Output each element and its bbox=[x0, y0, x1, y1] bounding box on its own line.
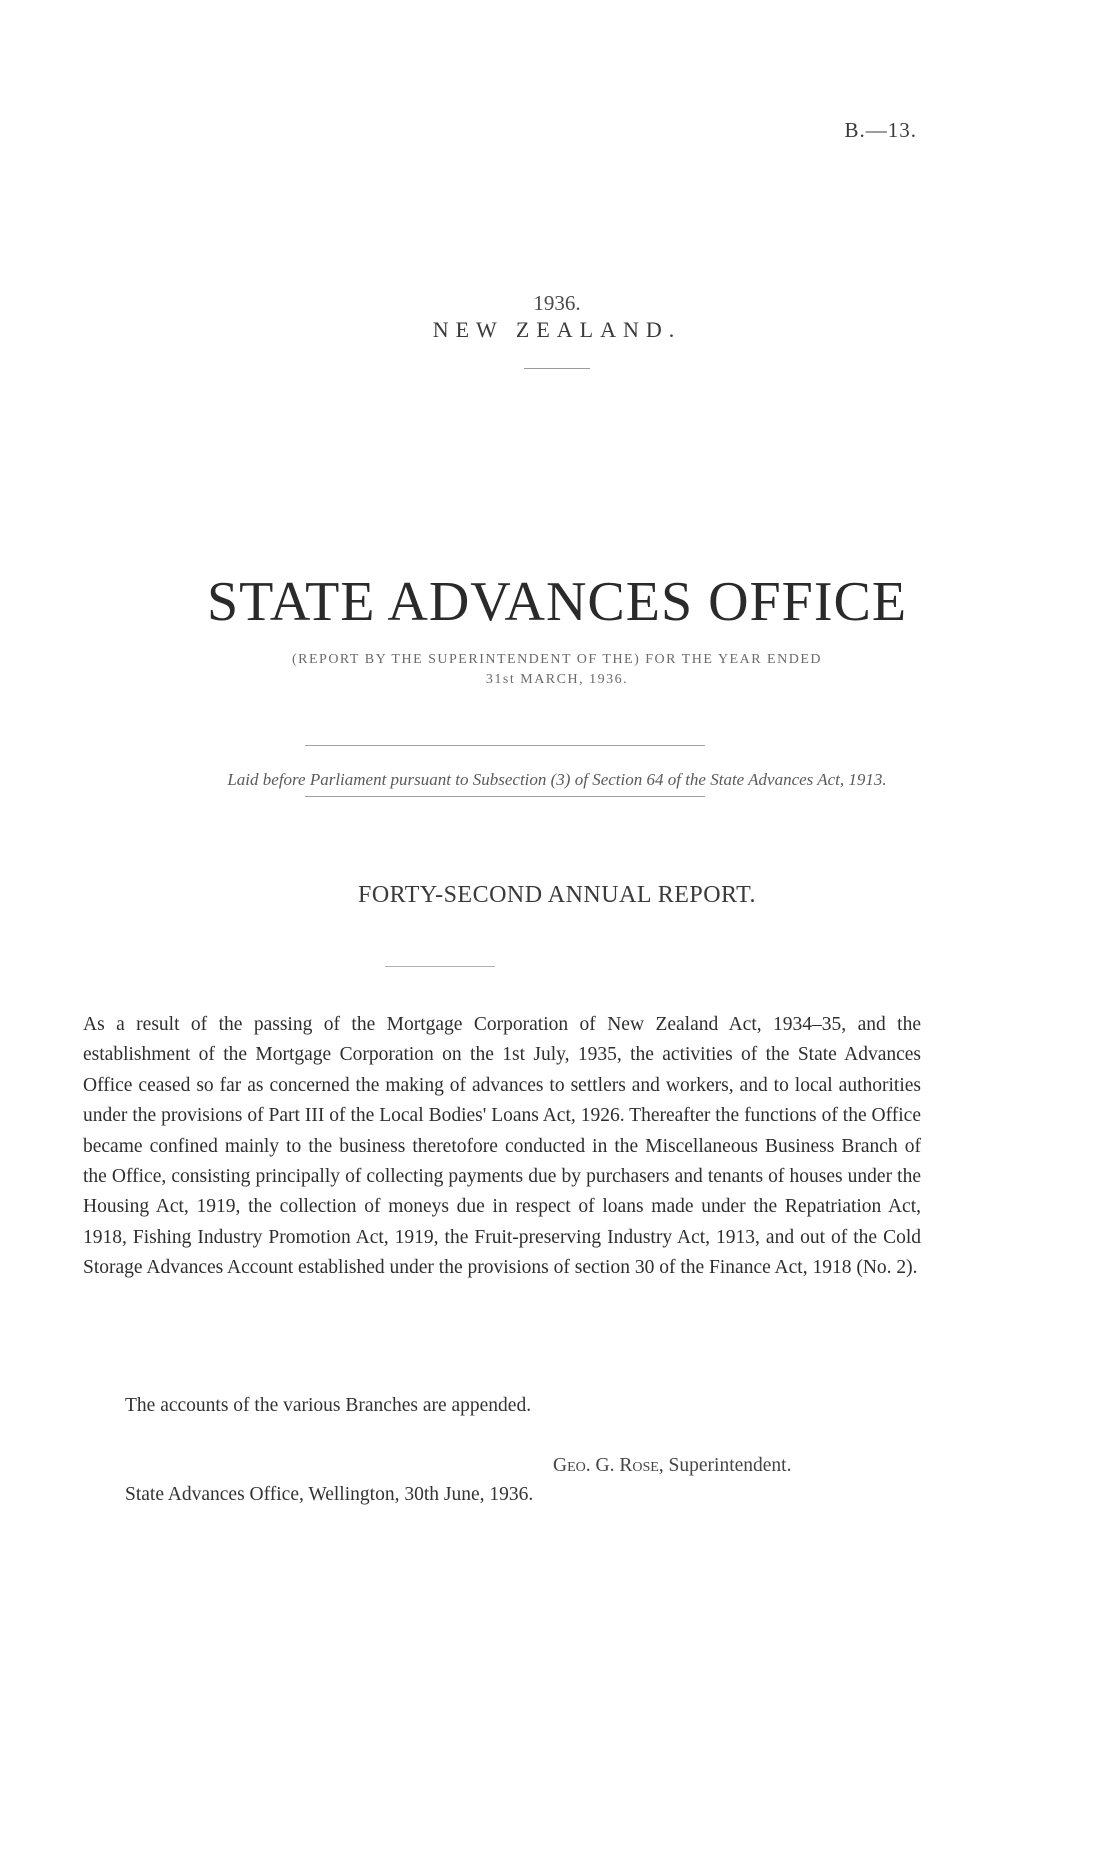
page-reference: B.—13. bbox=[844, 118, 917, 142]
body-paragraph: As a result of the passing of the Mortgage Corporation of New Zealand Act, 1934–35, and the establishment of the Mortgage Corporation on the 1st July, 1935, the activities of the State Advances Office ceased so far as concerned the making of advances to settlers and workers, and to local authorities under the provisions of Part III of the Local Bodies' Loans Act, 1926. Thereafter the functions of the Office became confined mainly to the business theretofore conducted in the Miscellaneous Business Branch of the Office, consisting principally of collecting payments due by purchasers and tenants of houses under the Housing Act, 1919, the collection of moneys due in respect of loans made under the Repatriation Act, 1918, Fishing Industry Promotion Act, 1919, the Fruit-preserving Industry Act, 1913, and out of the Cold Storage Advances Account established under the provisions of section 30 of the Finance Act, 1918 (No. 2). bbox=[83, 1014, 921, 1279]
signatory-name: Geo. G. Rose bbox=[553, 1455, 659, 1476]
document-header bbox=[0, 290, 1114, 369]
place-and-date: State Advances Office, Wellington, 30th June, 1936. bbox=[125, 1484, 534, 1505]
signatory-title: , Superintendent. bbox=[658, 1455, 792, 1476]
signature bbox=[553, 1455, 791, 1477]
divider-below-laid bbox=[305, 796, 705, 797]
laid-before-parliament: Laid before Parliament pursuant to Subsection (3) of Section 64 of the State Advances Act, 1913. bbox=[227, 770, 887, 789]
header-divider bbox=[524, 368, 590, 369]
divider-above-laid bbox=[305, 745, 705, 746]
heading-divider bbox=[385, 966, 495, 967]
subtitle-line-2: 31st MARCH, 1936. bbox=[485, 672, 629, 687]
subtitle-line-1: (REPORT BY THE SUPERINTENDENT OF THE) FOR THE YEAR ENDED bbox=[291, 652, 822, 667]
document-subtitle bbox=[0, 650, 1114, 690]
header-year: 1936. bbox=[533, 291, 581, 315]
accounts-appended-line: The accounts of the various Branches are appended. bbox=[125, 1395, 532, 1416]
header-country: NEW ZEALAND. bbox=[432, 317, 682, 342]
report-heading: FORTY-SECOND ANNUAL REPORT. bbox=[358, 882, 756, 908]
document-title: STATE ADVANCES OFFICE bbox=[206, 571, 908, 633]
